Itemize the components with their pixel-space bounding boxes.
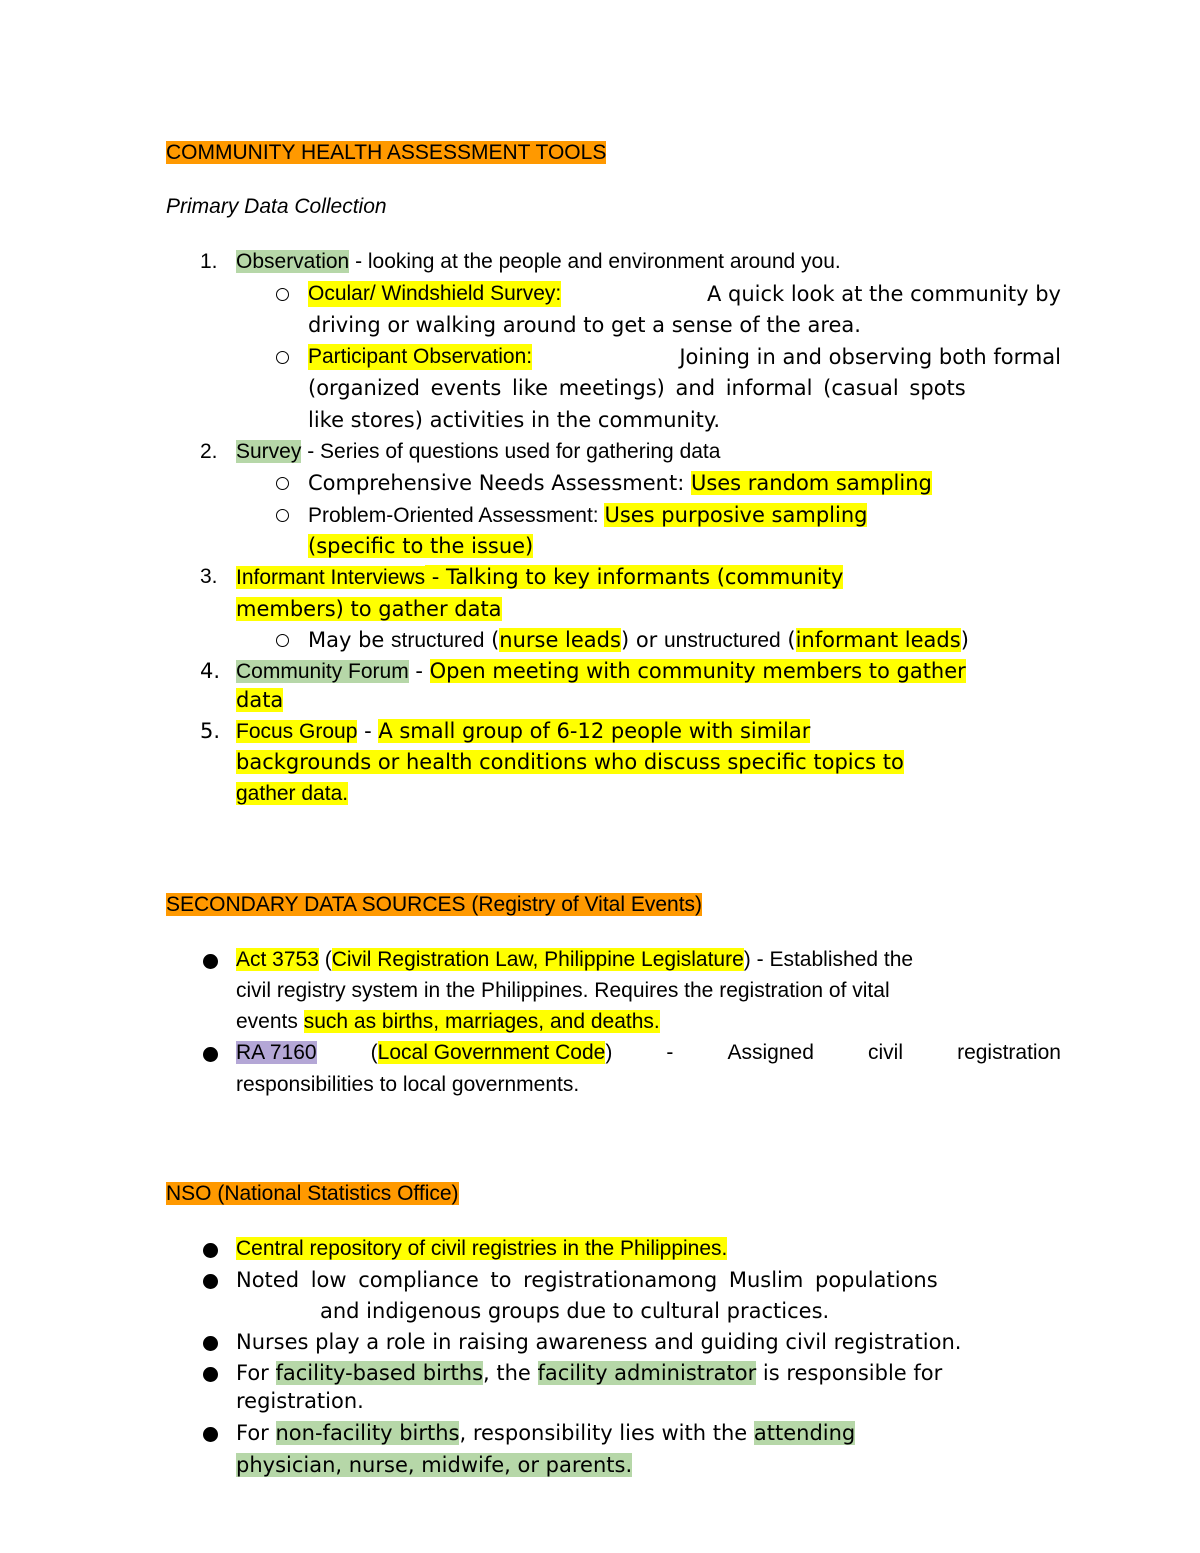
bullet-central-repository: Central repository of civil registries in the Philippines. [236,1237,728,1260]
disc-bullet-icon [203,1274,218,1289]
list-number: 4. [200,659,221,683]
term-survey: Survey [236,440,302,463]
list-item-observation: Observation - looking at the people and environment around you. [236,250,841,273]
section-title-assessment-tools: COMMUNITY HEALTH ASSESSMENT TOOLS [166,141,607,164]
section-title-nso: NSO (National Statistics Office) [166,1182,459,1205]
term-focus-group: Focus Group [236,720,358,743]
disc-bullet-icon [203,954,218,969]
section-title-secondary-data: SECONDARY DATA SOURCES (Registry of Vital Events) [166,893,703,916]
term-ra-7160: RA 7160 [236,1041,317,1064]
term-act-3753: Act 3753 [236,948,319,971]
list-item-survey: Survey - Series of questions used for gathering data [236,440,721,463]
bullet-low-compliance: Noted low compliance to registrationamong Muslim populations [236,1268,938,1292]
sub-item-text: driving or walking around to get a sense of the area. [308,313,861,337]
bullet-facility-births: For facility-based births, the facility administrator is responsible for [236,1361,943,1385]
term-ocular-survey: Ocular/ Windshield Survey: [308,282,562,305]
disc-bullet-icon [203,1047,218,1062]
list-item-text: data [236,688,284,712]
disc-bullet-icon [203,1336,218,1351]
circle-bullet-icon [276,509,289,522]
bullet-text: registration. [236,1389,364,1413]
list-item-focus-group: Focus Group - A small group of 6-12 people with similar [236,719,811,743]
bullet-text: responsibilities to local governments. [236,1073,580,1096]
list-item-informant-interviews: Informant Interviews - Talking to key informants (community [236,565,844,589]
sub-item-participant-observation: Participant Observation: Joining in and observing both formal [308,345,1061,369]
term-informant-interviews: Informant Interviews [236,566,426,589]
list-item-text: backgrounds or health conditions who discuss specific topics to [236,750,904,774]
list-number: 5. [200,719,221,743]
sub-item-structured: May be structured (nurse leads) or unstructured (informant leads) [308,628,969,652]
term-participant-observation: Participant Observation: [308,345,533,368]
sub-item-comprehensive: Comprehensive Needs Assessment: Uses random sampling [308,471,932,495]
bullet-non-facility-births: For non-facility births, responsibility lies with the attending [236,1421,856,1445]
disc-bullet-icon [203,1367,218,1382]
circle-bullet-icon [276,477,289,490]
sub-item-text: (organized events like meetings) and informal (casual spots [308,376,966,400]
bullet-text: physician, nurse, midwife, or parents. [236,1453,633,1477]
bullet-text: events such as births, marriages, and deaths. [236,1010,660,1033]
disc-bullet-icon [203,1243,218,1258]
term-community-forum: Community Forum [236,660,409,683]
bullet-ra-7160: RA 7160 (Local Government Code) - Assigned civil registration [236,1041,1061,1064]
term-observation: Observation [236,250,350,273]
bullet-act-3753: Act 3753 (Civil Registration Law, Philippine Legislature) - Established the [236,948,914,971]
circle-bullet-icon [276,288,289,301]
circle-bullet-icon [276,634,289,647]
bullet-text: civil registry system in the Philippines. Requires the registration of vital [236,979,890,1002]
list-item-text: gather data. [236,782,349,805]
circle-bullet-icon [276,351,289,364]
list-item-community-forum: Community Forum - Open meeting with community members to gather [236,659,966,683]
list-number: 1. [200,250,218,273]
list-number: 2. [200,440,218,463]
sub-item-text: (specific to the issue) [308,534,534,558]
list-item-text: members) to gather data [236,597,502,621]
bullet-text: and indigenous groups due to cultural practices. [320,1299,830,1323]
sub-item-ocular-survey: Ocular/ Windshield Survey: A quick look at the community by [308,282,1061,306]
subtitle-primary-data: Primary Data Collection [166,195,387,218]
disc-bullet-icon [203,1427,218,1442]
sub-item-text: like stores) activities in the community. [308,408,721,432]
bullet-nurses-role: Nurses play a role in raising awareness and guiding civil registration. [236,1330,962,1354]
list-number: 3. [200,565,218,588]
sub-item-problem-oriented: Problem-Oriented Assessment: Uses purposive sampling [308,503,868,527]
